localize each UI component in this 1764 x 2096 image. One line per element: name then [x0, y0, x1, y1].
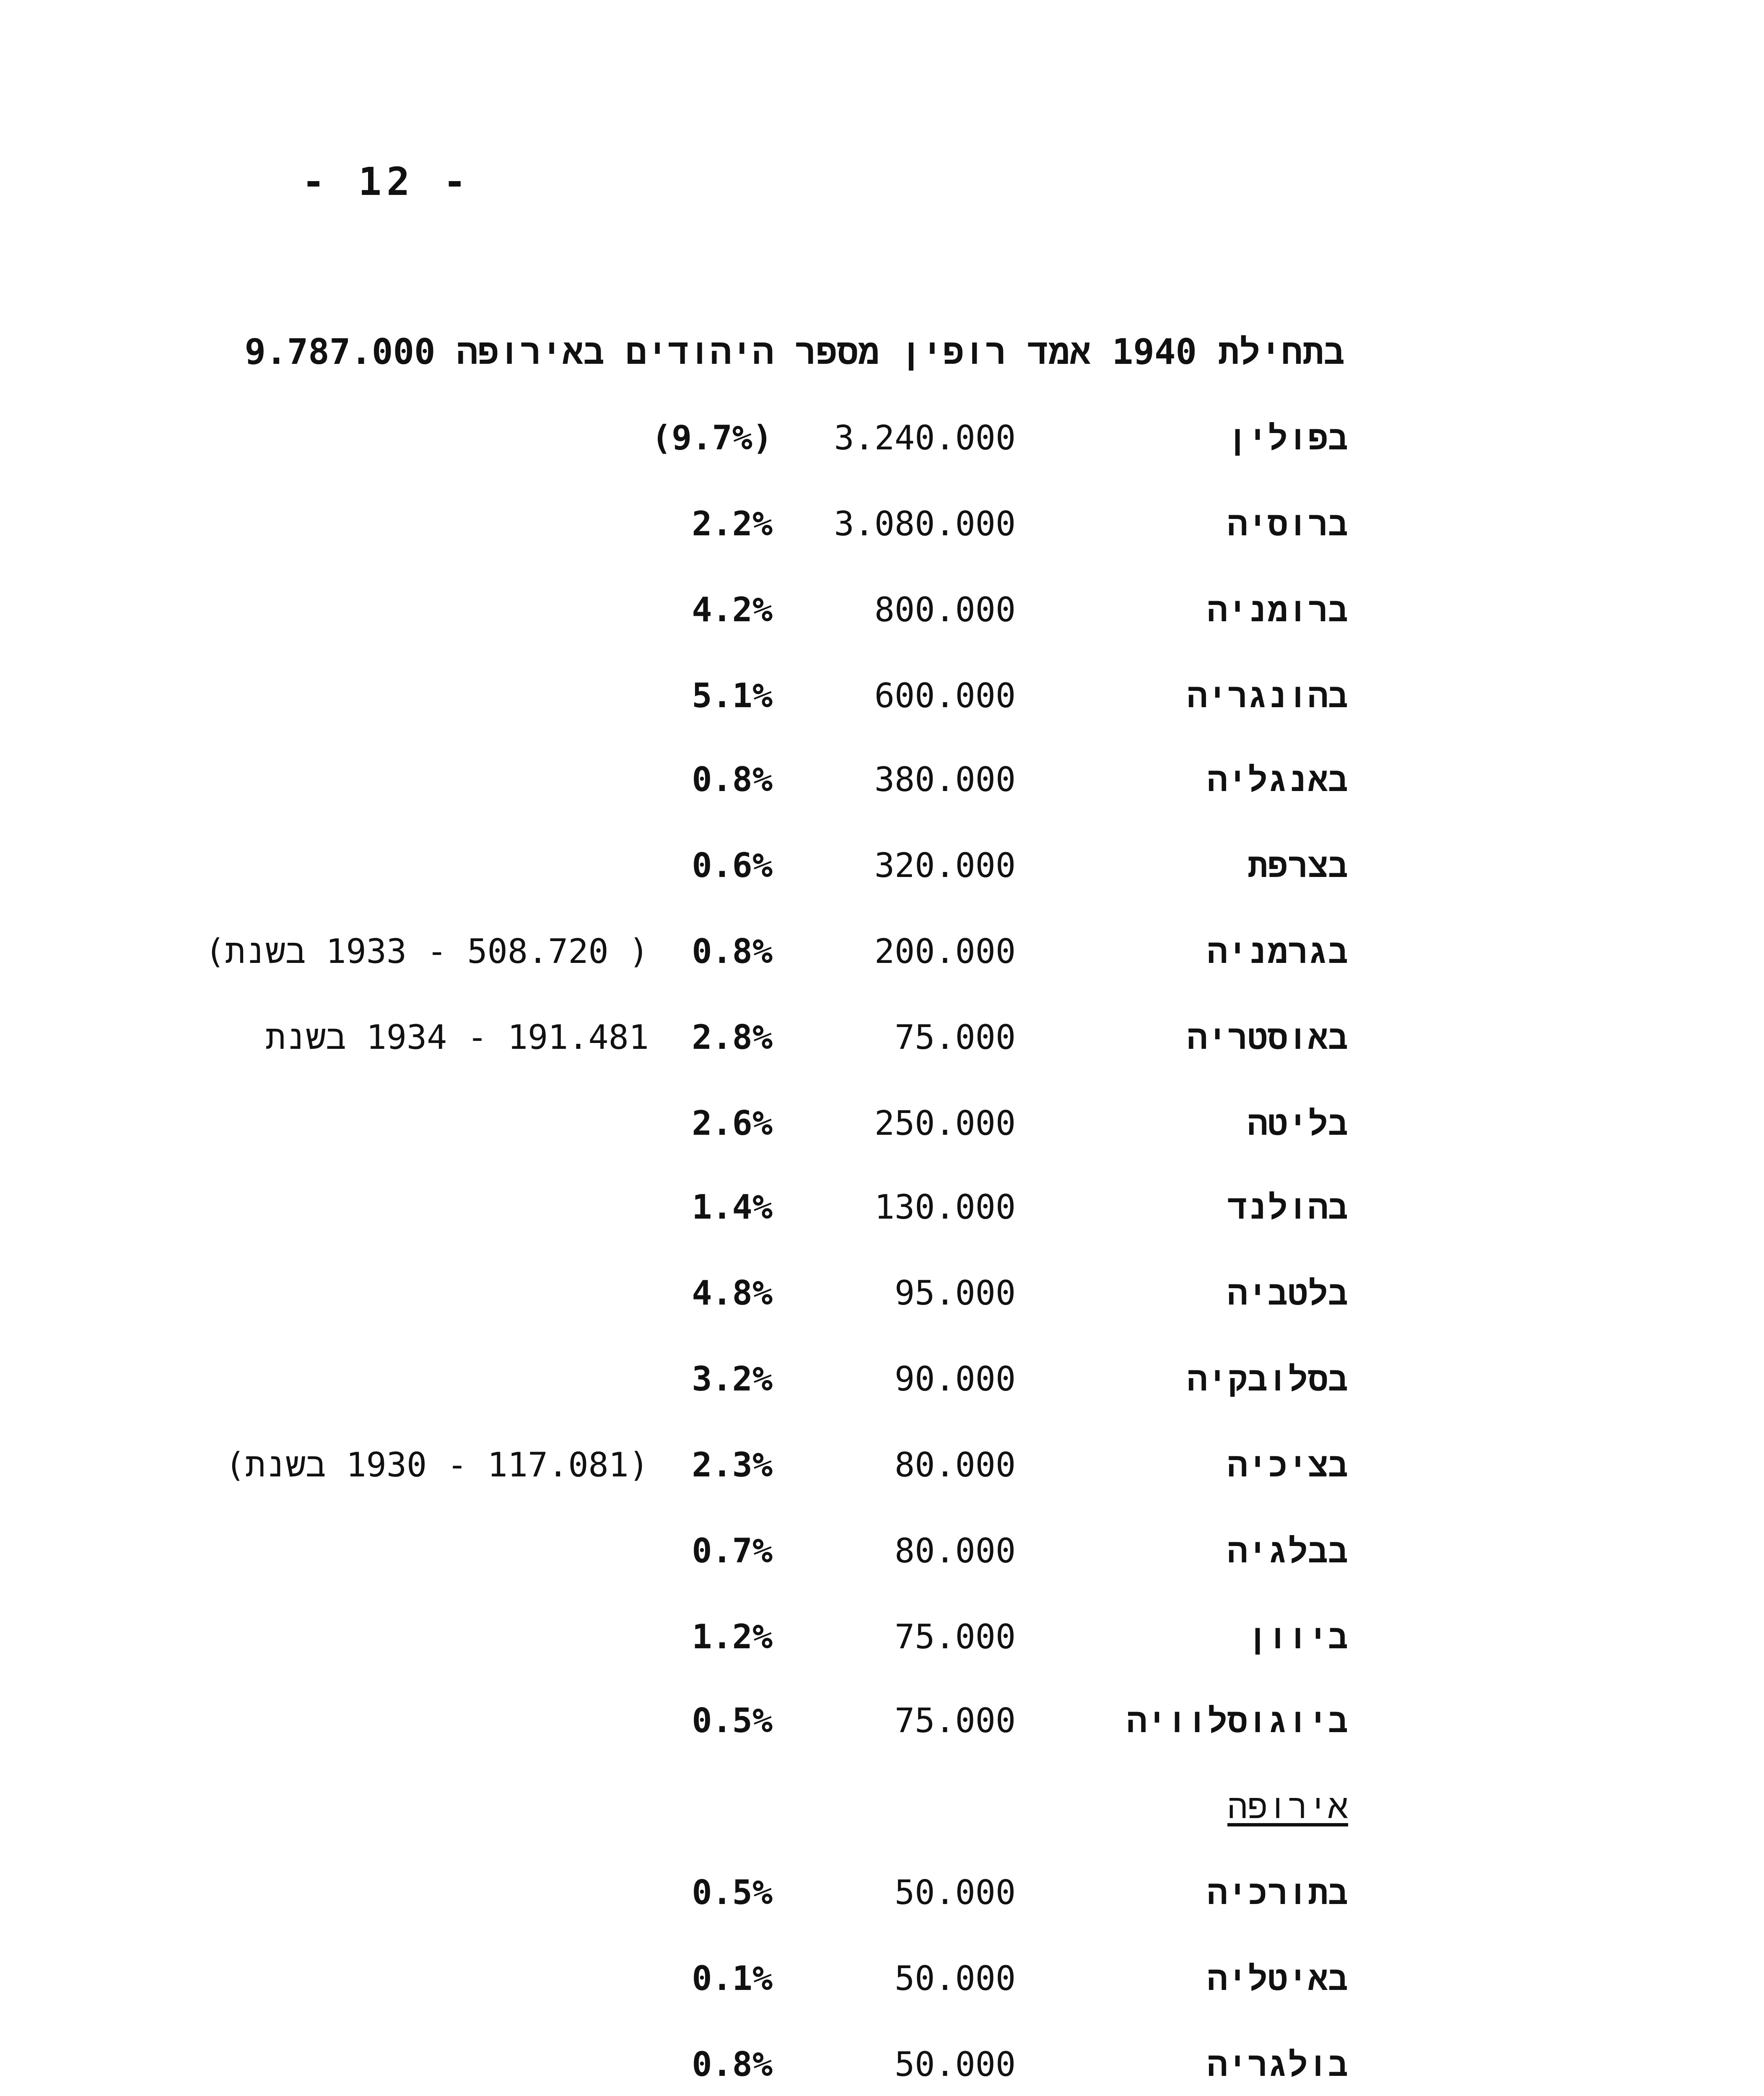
table-row — [0, 1266, 1764, 1320]
country-name: בבלגיה — [1227, 1531, 1348, 1570]
table-row — [0, 1438, 1764, 1492]
population-count: 200.000 — [874, 932, 1016, 971]
census-note: ( 508.720 - 1933 בשנת) — [205, 932, 649, 971]
country-name: בתורכיה — [1207, 1873, 1348, 1912]
country-name: בולגריה — [1207, 2045, 1348, 2084]
country-name: באוסטריה — [1187, 1018, 1348, 1057]
table-row — [0, 1180, 1764, 1235]
population-count: 75.000 — [895, 1701, 1016, 1740]
population-percent: 4.8% — [692, 1274, 773, 1313]
population-count: 3.080.000 — [834, 504, 1016, 543]
country-name: בגרמניה — [1207, 932, 1348, 971]
country-name: באיטליה — [1207, 1959, 1348, 1998]
population-percent: 0.8% — [692, 932, 773, 971]
population-count: 80.000 — [895, 1445, 1016, 1484]
country-name: ברוסיה — [1227, 504, 1348, 543]
population-percent: 2.3% — [692, 1445, 773, 1484]
country-name: בצרפת — [1247, 846, 1348, 885]
population-count: 250.000 — [874, 1104, 1016, 1143]
section-header: אירופה — [1227, 1787, 1348, 1826]
population-percent: 4.2% — [692, 590, 773, 629]
country-name: ברומניה — [1207, 590, 1348, 629]
population-percent: 0.5% — [692, 1701, 773, 1740]
population-percent: 3.2% — [692, 1359, 773, 1398]
population-count: 50.000 — [895, 1959, 1016, 1998]
table-row — [0, 669, 1764, 723]
country-name: בציכיה — [1227, 1445, 1348, 1484]
population-count: 130.000 — [874, 1188, 1016, 1227]
population-percent: 0.6% — [692, 846, 773, 885]
country-name: ביוון — [1247, 1617, 1348, 1656]
population-count: 3.240.000 — [834, 418, 1016, 457]
population-count: 800.000 — [874, 590, 1016, 629]
population-count: 80.000 — [895, 1531, 1016, 1570]
census-note: 191.481 - 1934 בשנת — [265, 1018, 649, 1057]
table-row — [0, 1010, 1764, 1065]
table-row — [0, 411, 1764, 465]
population-percent: 0.7% — [692, 1531, 773, 1570]
population-percent: 0.8% — [692, 760, 773, 799]
country-name: באנגליה — [1207, 760, 1348, 799]
census-note: (117.081 - 1930 בשנת) — [225, 1445, 649, 1484]
table-row — [0, 1096, 1764, 1151]
population-count: 50.000 — [895, 2045, 1016, 2084]
table-row — [0, 1694, 1764, 1748]
population-percent: 2.2% — [692, 504, 773, 543]
population-count: 95.000 — [895, 1274, 1016, 1313]
country-name: בלטביה — [1227, 1274, 1348, 1313]
table-row — [0, 1524, 1764, 1578]
table-row — [0, 752, 1764, 807]
page-number: - 12 - — [302, 159, 472, 204]
population-count: 75.000 — [895, 1617, 1016, 1656]
population-count: 90.000 — [895, 1359, 1016, 1398]
country-name: בהולנד — [1227, 1188, 1348, 1227]
country-name: בהונגריה — [1187, 676, 1348, 715]
table-row — [0, 583, 1764, 637]
population-percent: (9.7%) — [651, 418, 773, 457]
population-count: 50.000 — [895, 1873, 1016, 1912]
country-name: בפולין — [1227, 418, 1348, 457]
population-count: 380.000 — [874, 760, 1016, 799]
population-count: 320.000 — [874, 846, 1016, 885]
table-row — [0, 1865, 1764, 1920]
population-percent: 1.2% — [692, 1617, 773, 1656]
population-percent: 2.6% — [692, 1104, 773, 1143]
table-row — [0, 1951, 1764, 2006]
population-percent: 2.8% — [692, 1018, 773, 1057]
country-name: ביוגוסלוויה — [1126, 1701, 1348, 1740]
population-count: 600.000 — [874, 676, 1016, 715]
population-count: 75.000 — [895, 1018, 1016, 1057]
population-percent: 0.5% — [692, 1873, 773, 1912]
population-percent: 0.1% — [692, 1959, 773, 1998]
country-name: בליטה — [1247, 1104, 1348, 1143]
population-percent: 0.8% — [692, 2045, 773, 2084]
population-percent: 5.1% — [692, 676, 773, 715]
table-row — [0, 924, 1764, 979]
population-percent: 1.4% — [692, 1188, 773, 1227]
table-row — [0, 1352, 1764, 1406]
table-row — [0, 838, 1764, 893]
table-row — [0, 497, 1764, 551]
intro-line: בתחילת 1940 אמד רופין מספר היהודים באירופה 9.787.000 — [244, 331, 1345, 372]
country-name: בסלובקיה — [1187, 1359, 1348, 1398]
table-row — [0, 1610, 1764, 1664]
table-row — [0, 2037, 1764, 2092]
